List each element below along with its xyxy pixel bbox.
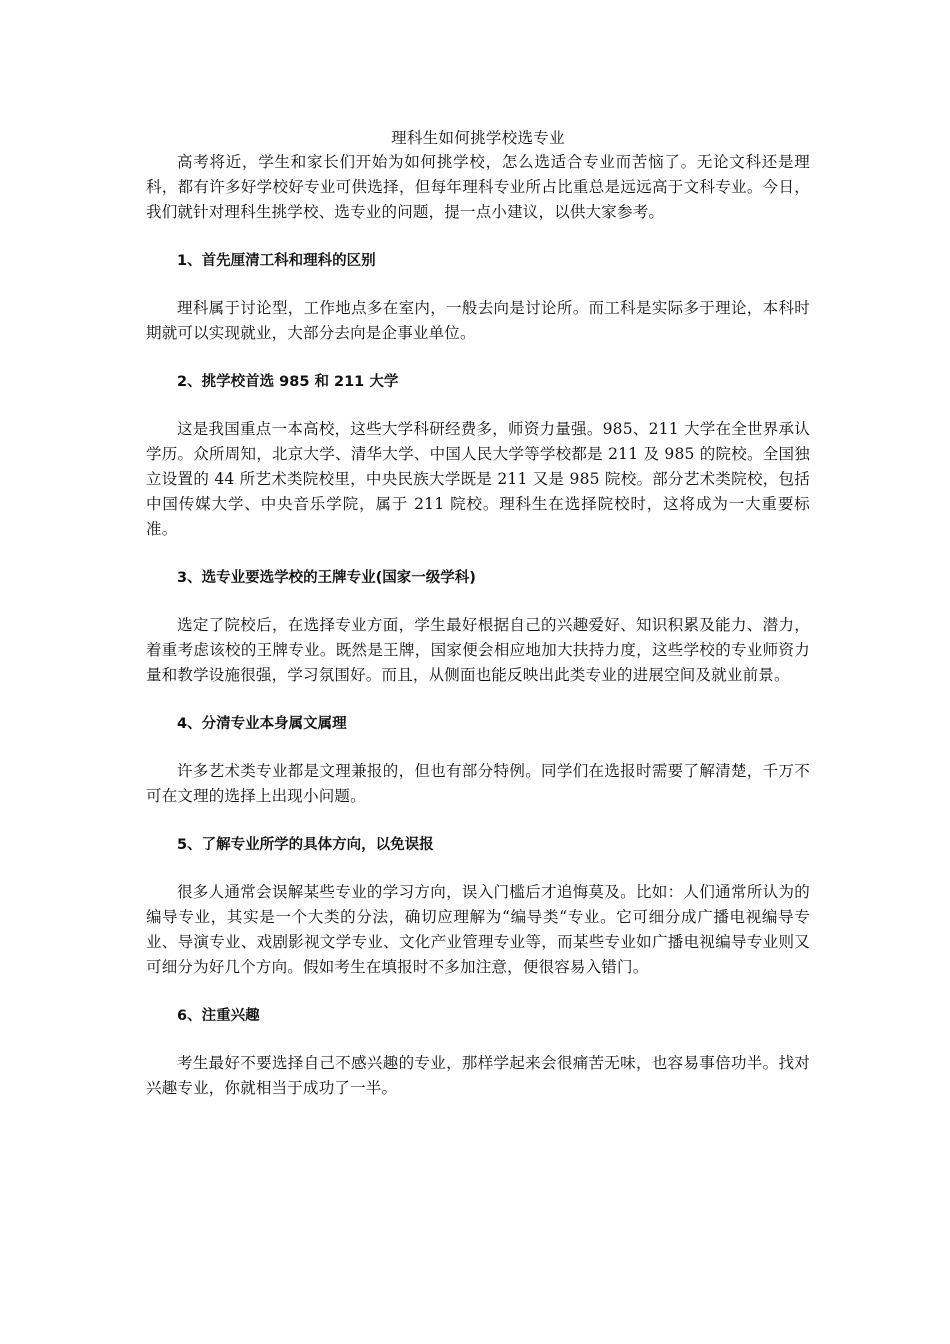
section-heading-3: 3、选专业要选学校的王牌专业(国家一级学科) [177, 570, 476, 586]
document-page [146, 126, 810, 1101]
section-heading-1: 1、首先厘清工科和理科的区别 [177, 253, 376, 269]
section-heading-4: 4、分清专业本身属文属理 [177, 716, 347, 732]
spacer [146, 737, 810, 759]
spacer [146, 980, 810, 1004]
spacer [146, 688, 810, 712]
section-body-1: 理科属于讨论型，工作地点多在室内，一般去向是讨论所。而工科是实际多于理论，本科时期就可以实现就业，大部分去向是企事业单位。 [146, 299, 810, 342]
intro-paragraph: 高考将近，学生和家长们开始为如何挑学校，怎么选适合专业而苦恼了。无论文科还是理科，都有许多好学校好专业可供选择，但每年理科专业所占比重总是远远高于文科专业。今日，我们就针对理科生挑学校、选专业的问题，提一点小建议，以供大家参考。 [146, 153, 810, 221]
section-body-6: 考生最好不要选择自己不感兴趣的专业，那样学起来会很痛苦无味，也容易事倍功半。找对兴趣专业，你就相当于成功了一半。 [146, 1054, 810, 1097]
section-heading-6: 6、注重兴趣 [177, 1008, 260, 1024]
section-heading-5: 5、了解专业所学的具体方向，以免误报 [177, 837, 434, 853]
section-body-3: 选定了院校后，在选择专业方面，学生最好根据自己的兴趣爱好、知识积累及能力、潜力，着重考虑该校的王牌专业。既然是王牌，国家便会相应地加大扶持力度，这些学校的专业师资力量和教学设施很强，学习氛围好。而且，从侧面也能反映出此类专业的进展空间及就业前景。 [146, 616, 810, 684]
section-body-2: 这是我国重点一本高校，这些大学科研经费多，师资力量强。985、211 大学在全世界承认学历。众所周知，北京大学、清华大学、中国人民大学等学校都是 211 及 985 的院校。全国独立设置的 44 所艺术类院校里，中央民族大学既是 211 又是 985 院校。部分艺术类院校，包括中国传媒大学、中央音乐学院，属于 211 院校。理科生在选择院校时，这将成为一大重要标准。 [146, 420, 810, 538]
spacer [146, 542, 810, 566]
section-heading-2: 2、挑学校首选 985 和 211 大学 [177, 374, 399, 390]
spacer [146, 346, 810, 370]
spacer [146, 809, 810, 833]
document-title: 理科生如何挑学校选专业 [391, 129, 565, 147]
section-body-4: 许多艺术类专业都是文理兼报的，但也有部分特例。同学们在选报时需要了解清楚，千万不可在文理的选择上出现小问题。 [146, 762, 810, 805]
spacer [146, 225, 810, 249]
section-body-5: 很多人通常会误解某些专业的学习方向，误入门槛后才追悔莫及。比如：人们通常所认为的编导专业，其实是一个大类的分法，确切应理解为“编导类“专业。它可细分成广播电视编导专业、导演专业、戏剧影视文学专业、文化产业管理专业等，而某些专业如广播电视编导专业则又可细分为好几个方向。假如考生在填报时不多加注意，便很容易入错门。 [146, 883, 810, 976]
spacer [146, 591, 810, 613]
spacer [146, 274, 810, 296]
spacer [146, 395, 810, 417]
spacer [146, 858, 810, 880]
spacer [146, 1029, 810, 1051]
